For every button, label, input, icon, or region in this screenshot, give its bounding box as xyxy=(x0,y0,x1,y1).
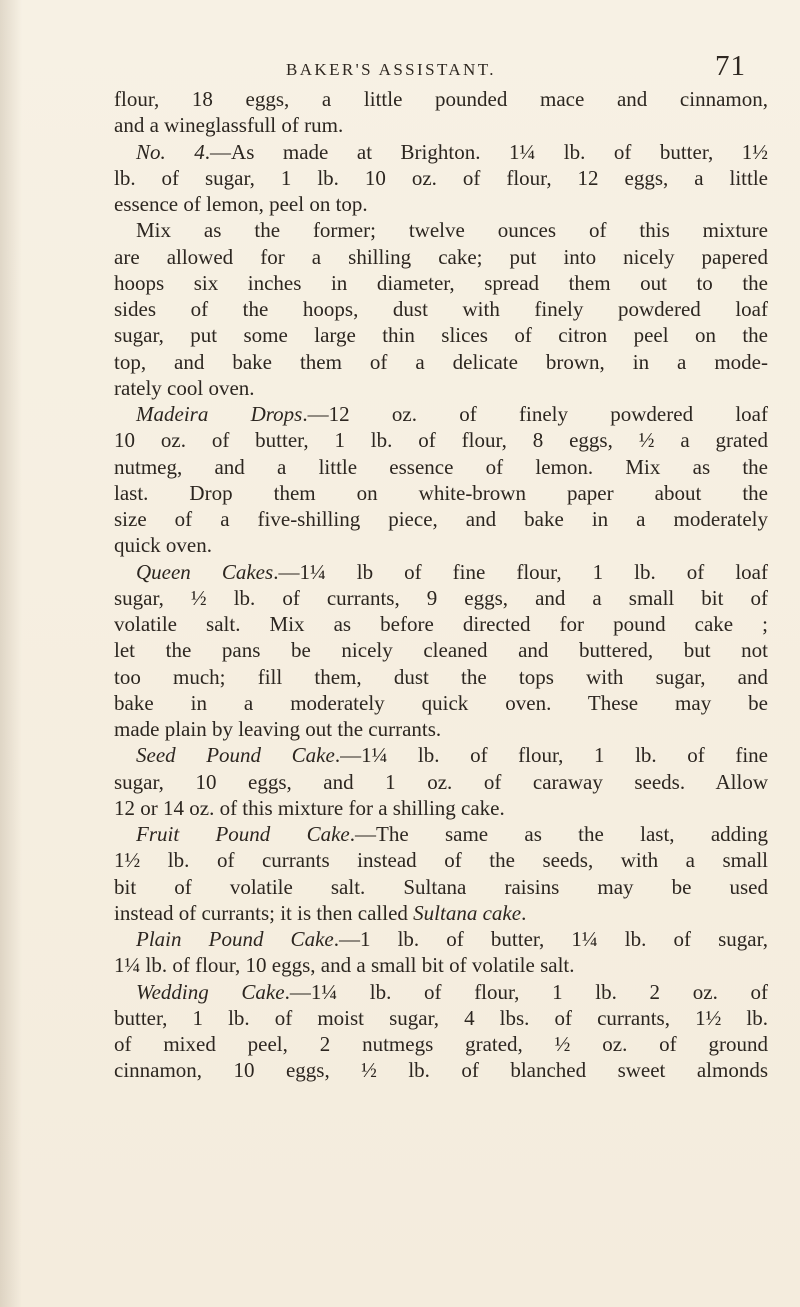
page-gutter-shadow xyxy=(0,0,22,1307)
seed-line-rest: .—1¼ lb. of flour, 1 lb. of fine xyxy=(334,743,768,768)
text-line-19 xyxy=(114,559,768,585)
text-line-3 xyxy=(114,139,768,165)
recipe-heading-seed-pound-cake: Seed Pound Cake xyxy=(136,743,335,768)
sultana-cake-name: Sultana cake xyxy=(413,900,522,925)
text-line-2: and a wineglassfull of rum. xyxy=(114,113,344,138)
text-line-28: 12 or 14 oz. of this mixture for a shilling cake. xyxy=(114,795,505,820)
no-4-line-rest: .—As made at Brighton. 1¼ lb. of butter, 1½ xyxy=(204,139,769,164)
running-head xyxy=(0,44,800,82)
text-line-22: let the pans be nicely cleaned and buttered, but not xyxy=(114,638,768,663)
text-line-25: made plain by leaving out the currants. xyxy=(114,717,442,741)
text-line-36: butter, 1 lb. of moist sugar, 4 lbs. of currants, 1½ lb. xyxy=(114,1005,768,1030)
text-line-23: too much; fill them, dust the tops with sugar, and xyxy=(114,664,768,689)
text-line-18: quick oven. xyxy=(114,533,212,558)
text-line-6: Mix as the former; twelve ounces of this mixture xyxy=(136,218,768,243)
recipe-heading-fruit-pound-cake: Fruit Pound Cake xyxy=(136,822,350,846)
text-line-10: sugar, put some large thin slices of citron peel on the xyxy=(114,323,768,348)
text-line-29 xyxy=(114,821,768,847)
text-line-1: flour, 18 eggs, a little pounded mace and cinnamon, xyxy=(114,87,768,111)
recipe-heading-no-4: No. 4 xyxy=(136,139,205,164)
text-line-37: of mixed peel, 2 nutmegs grated, ½ oz. of ground xyxy=(114,1032,768,1056)
page-number: 71 xyxy=(715,50,746,82)
text-line-12: rately cool oven. xyxy=(114,375,255,400)
text-line-35 xyxy=(114,979,768,1005)
queen-line-rest: .—1¼ lb of fine flour, 1 lb. of loaf xyxy=(273,559,768,584)
text-line-34: 1¼ lb. of flour, 10 eggs, and a small bit of volatile salt. xyxy=(114,953,575,978)
running-title: BAKER'S ASSISTANT. xyxy=(286,60,496,79)
recipe-heading-plain-pound-cake: Plain Pound Cake xyxy=(136,927,334,951)
text-line-5: essence of lemon, peel on top. xyxy=(114,192,368,216)
text-line-8: hoops six inches in diameter, spread them out to the xyxy=(114,270,768,295)
plain-line-rest: .—1 lb. of butter, 1¼ lb. of sugar, xyxy=(333,927,768,951)
sultana-line-start: instead of currants; it is then called xyxy=(114,900,414,925)
text-line-26 xyxy=(114,742,768,768)
text-line-27: sugar, 10 eggs, and 1 oz. of caraway seeds. Allow xyxy=(114,769,768,794)
text-line-32 xyxy=(114,900,768,926)
text-line-24: bake in a moderately quick oven. These may be xyxy=(114,690,768,715)
text-line-14: 10 oz. of butter, 1 lb. of flour, 8 eggs, ½ a grated xyxy=(114,428,768,453)
recipe-heading-queen-cakes: Queen Cakes xyxy=(136,559,274,584)
text-line-30: 1½ lb. of currants instead of the seeds, with a small xyxy=(114,848,768,873)
text-line-38: cinnamon, 10 eggs, ½ lb. of blanched sweet almonds xyxy=(114,1058,768,1083)
text-line-7: are allowed for a shilling cake; put into nicely papered xyxy=(114,244,768,269)
text-line-33 xyxy=(114,926,768,952)
recipe-heading-wedding-cake: Wedding Cake xyxy=(136,979,285,1004)
text-line-11: top, and bake them of a delicate brown, in a mode- xyxy=(114,349,768,374)
text-line-4: lb. of sugar, 1 lb. 10 oz. of flour, 12 eggs, a little xyxy=(114,165,768,190)
text-line-17: size of a five-shilling piece, and bake in a moderately xyxy=(114,507,768,531)
text-line-13 xyxy=(114,401,768,427)
sultana-line-end: . xyxy=(521,900,527,925)
fruit-line-rest: .—The same as the last, adding xyxy=(349,822,768,846)
text-line-9: sides of the hoops, dust with finely powdered loaf xyxy=(114,297,768,321)
wedding-line-rest: .—1¼ lb. of flour, 1 lb. 2 oz. of xyxy=(284,979,768,1004)
text-line-20: sugar, ½ lb. of currants, 9 eggs, and a small bit of xyxy=(114,585,768,610)
text-line-16: last. Drop them on white-brown paper about the xyxy=(114,480,768,505)
text-line-31: bit of volatile salt. Sultana raisins may be used xyxy=(114,874,768,899)
recipe-text xyxy=(114,86,768,1084)
text-line-21: volatile salt. Mix as before directed for pound cake ; xyxy=(114,612,768,636)
madeira-line-rest: .—12 oz. of finely powdered loaf xyxy=(302,402,768,426)
text-line-15: nutmeg, and a little essence of lemon. Mix as the xyxy=(114,454,768,479)
recipe-heading-madeira-drops: Madeira Drops xyxy=(136,402,303,426)
